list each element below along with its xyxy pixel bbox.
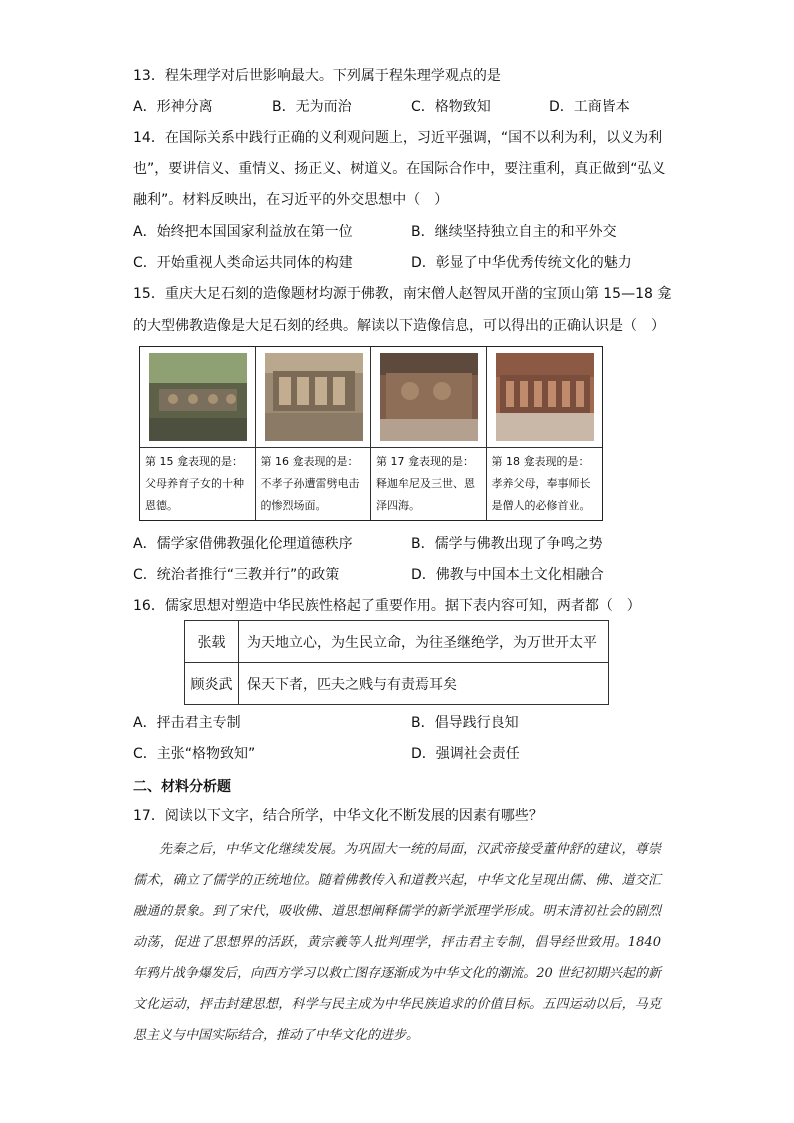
table-row [185,621,609,663]
thinker-quote-table [184,620,609,705]
q15-option-c: C．统治者推行“三教并行”的政策 [133,567,340,583]
grotto-18-caption: 第 18 龛表现的是：孝养父母，奉事师长是僧人的必修首业。 [491,455,591,512]
q13-option-c: C．格物致知 [411,99,491,115]
section-heading: 二、材料分析题 [133,779,231,795]
grotto-15-caption: 第 15 龛表现的是：父母养育子女的十种恩德。 [145,455,244,512]
grotto-18-photo [496,353,594,441]
q16-option-b: B．倡导践行良知 [411,715,519,731]
grotto-photo-table [139,346,603,521]
q15-option-b: B．儒学与佛教出现了争鸣之势 [411,536,603,552]
q14-option-b: B．继续坚持独立自主的和平外交 [411,224,617,240]
q14-stem-line-1: 14．在国际关系中践行正确的义利观问题上，习近平强调，“国不以利为利，以义为利 [133,130,663,146]
grotto-17-photo [380,353,478,441]
q15-option-d: D．佛教与中国本土文化相融合 [411,567,604,583]
q13-option-b: B．无为而治 [272,99,352,115]
grotto-cell-17 [371,347,487,520]
q16-stem: 16．儒家思想对塑造中华民族性格起了重要作用。据下表内容可知，两者都（ ） [133,598,641,614]
q14-stem-line-3: 融利”。材料反映出，在习近平的外交思想中（ ） [133,192,449,208]
q13-stem: 13．程朱理学对后世影响最大。下列属于程朱理学观点的是 [133,68,501,84]
q13-option-a: A．形神分离 [133,99,213,115]
q14-option-a: A．始终把本国国家利益放在第一位 [133,224,353,240]
thinker-name: 张载 [185,621,239,663]
grotto-16-caption: 第 16 龛表现的是：不孝子孙遭雷劈电击的惨烈场面。 [260,455,360,512]
q16-option-d: D．强调社会责任 [411,746,520,762]
thinker-quote: 为天地立心，为生民立命，为往圣继绝学，为万世开太平 [239,621,609,663]
q16-option-c: C．主张“格物致知” [133,746,256,762]
q15-option-a: A．儒学家借佛教强化伦理道德秩序 [133,536,353,552]
grotto-cell-18 [487,347,603,520]
thinker-name: 顾炎武 [185,663,239,705]
grotto-16-photo [265,353,363,441]
q17-stem: 17．阅读以下文字，结合所学，中华文化不断发展的因素有哪些？ [133,808,543,824]
q14-option-c: C．开始重视人类命运共同体的构建 [133,255,353,271]
q13-option-d: D．工商皆本 [549,99,630,115]
grotto-cell-15 [140,347,256,520]
q15-stem-line-1: 15．重庆大足石刻的造像题材均源于佛教，南宋僧人赵智凤开凿的宝顶山第 15—18 龛 [133,286,672,302]
q16-option-a: A．抨击君主专制 [133,715,241,731]
q17-passage [133,834,661,1051]
q14-stem-line-2: 也”，要讲信义、重情义、扬正义、树道义。在国际合作中，要注重利，真正做到“弘义 [133,161,666,177]
grotto-cell-16 [256,347,372,520]
grotto-17-caption: 第 17 龛表现的是：释迦牟尼及三世、恩泽四海。 [376,455,475,512]
grotto-15-photo [149,353,247,441]
q14-option-d: D．彰显了中华优秀传统文化的魅力 [411,255,632,271]
q15-stem-line-2: 的大型佛教造像是大足石刻的经典。解读以下造像信息，可以得出的正确认识是（ ） [133,318,665,334]
table-row [185,663,609,705]
thinker-quote: 保天下者，匹夫之贱与有责焉耳矣 [239,663,609,705]
q17-passage-text: 先秦之后，中华文化继续发展。为巩固大一统的局面，汉武帝接受董仲舒的建议，尊崇儒术，确立了儒学的正统地位。随着佛教传入和道教兴起，中华文化呈现出儒、佛、道交汇融通的景象。到了宋代，吸收佛、道思想阐释儒学的新学派理学形成。明末清初社会的剧烈动荡，促进了思想界的活跃，黄宗羲等人批判理学，抨击君主专制，倡导经世致用。1840 年鸦片战争爆发后，向西方学习以救亡图存逐渐成为中华文化的潮流。20 世纪初期兴起的新文化运动，抨击封建思想，科学与民主成为中华民族追求的价值目标。五四运动以后，马克思主义与中国实际结合，推动了中华文化的进步。 [133,842,661,1043]
